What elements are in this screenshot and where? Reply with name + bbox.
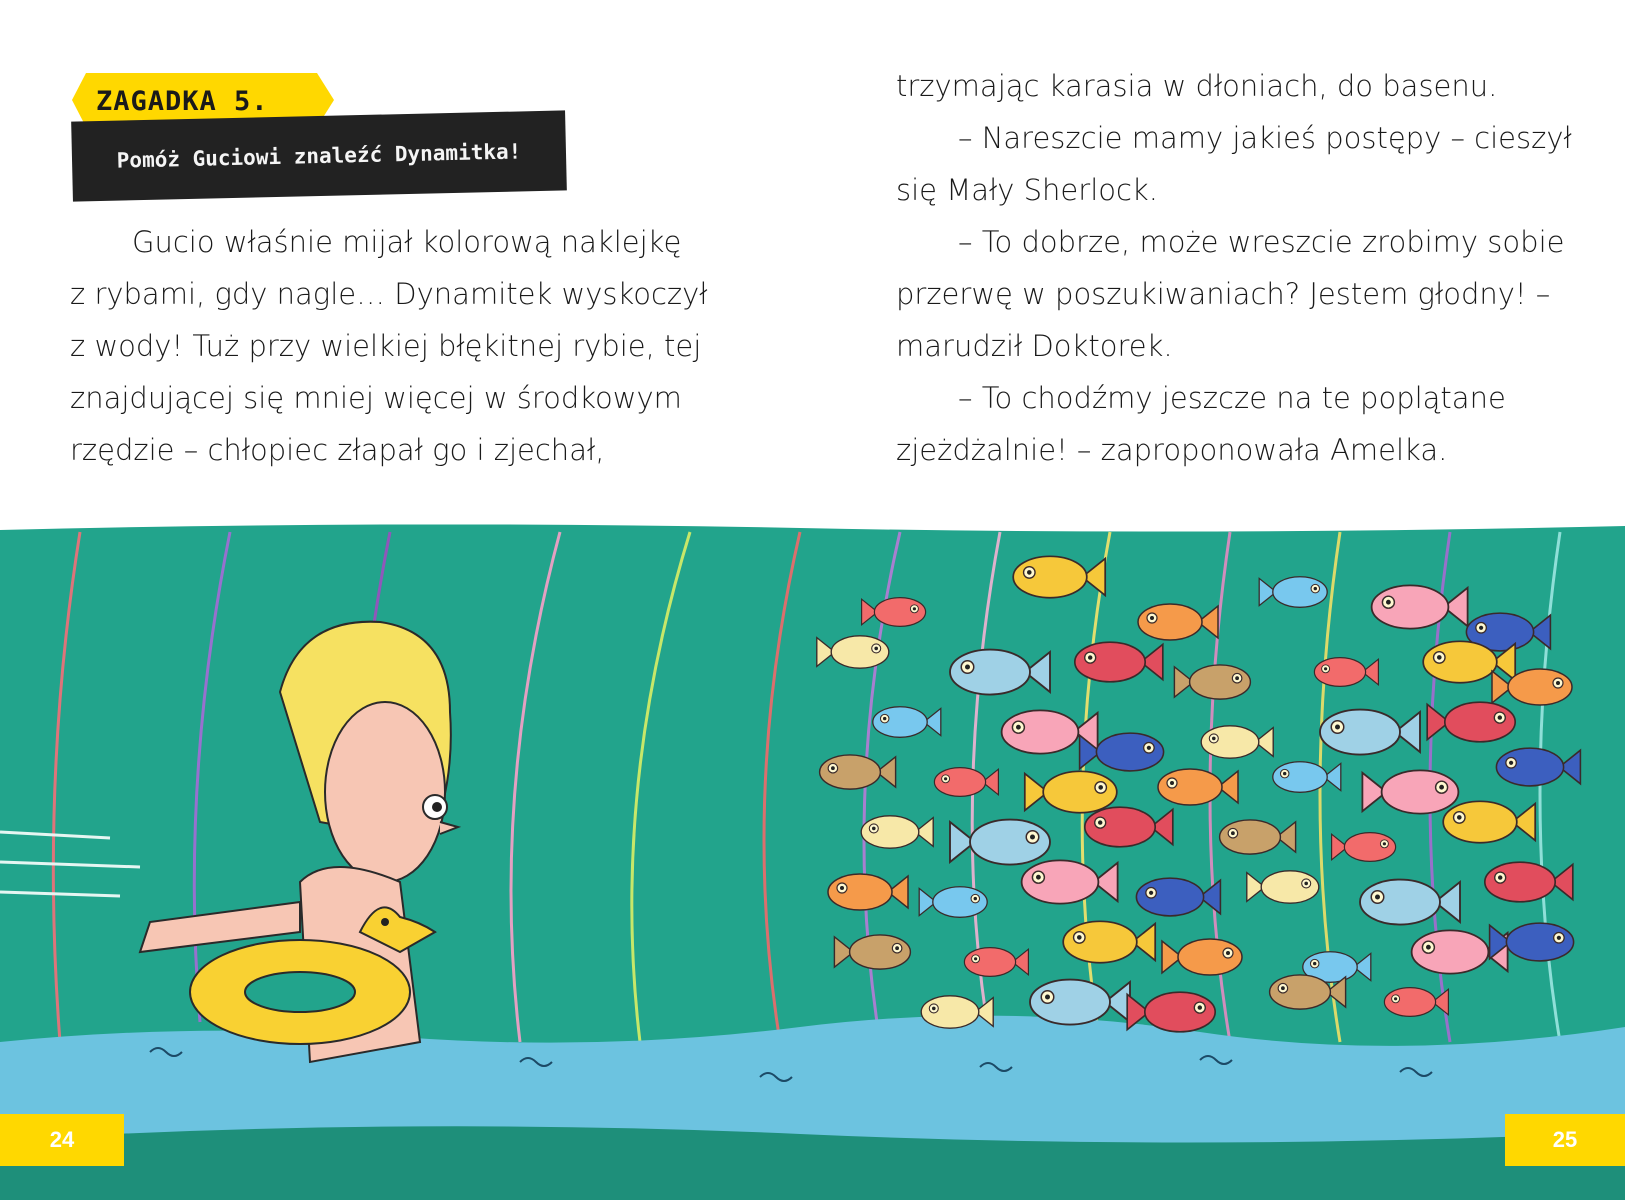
text-line: marudził Doktorek. [896, 329, 1173, 363]
text-line: – To chodźmy jeszcze na te poplątane [958, 381, 1506, 415]
text-line: zjeżdżalnie! – zaproponowała Amelka. [896, 433, 1448, 467]
text-line: – To dobrze, może wreszcie zrobimy sobie [958, 225, 1565, 259]
text-line: Gucio właśnie mijał kolorową naklejkę [132, 225, 682, 259]
puzzle-number: ZAGADKA 5. [96, 86, 269, 117]
text-line: – Nareszcie mamy jakieś postępy – cieszył [958, 121, 1572, 155]
slide-illustration [0, 522, 1625, 1200]
left-page-text [70, 216, 708, 476]
text-line: z wody! Tuż przy wielkiej błękitnej rybie, tej [70, 329, 702, 363]
page-number-right: 25 [1505, 1114, 1625, 1166]
text-line: przerwę w poszukiwaniach? Jestem głodny! – [896, 277, 1551, 311]
text-line: z rybami, gdy nagle… Dynamitek wyskoczył [70, 277, 708, 311]
text-line: rzędzie – chłopiec złapał go i zjechał, [70, 433, 605, 467]
right-page-text [896, 60, 1572, 476]
text-line: się Mały Sherlock. [896, 173, 1158, 207]
page-number-left: 24 [0, 1114, 124, 1166]
water-slide-scene [0, 522, 1625, 1200]
text-line: trzymając karasia w dłoniach, do basenu. [896, 69, 1498, 103]
puzzle-task-banner [72, 111, 566, 200]
text-line: znajdującej się mniej więcej w środkowym [70, 381, 682, 415]
puzzle-task: Pomóż Guciowi znaleźć Dynamitka! [116, 139, 522, 173]
